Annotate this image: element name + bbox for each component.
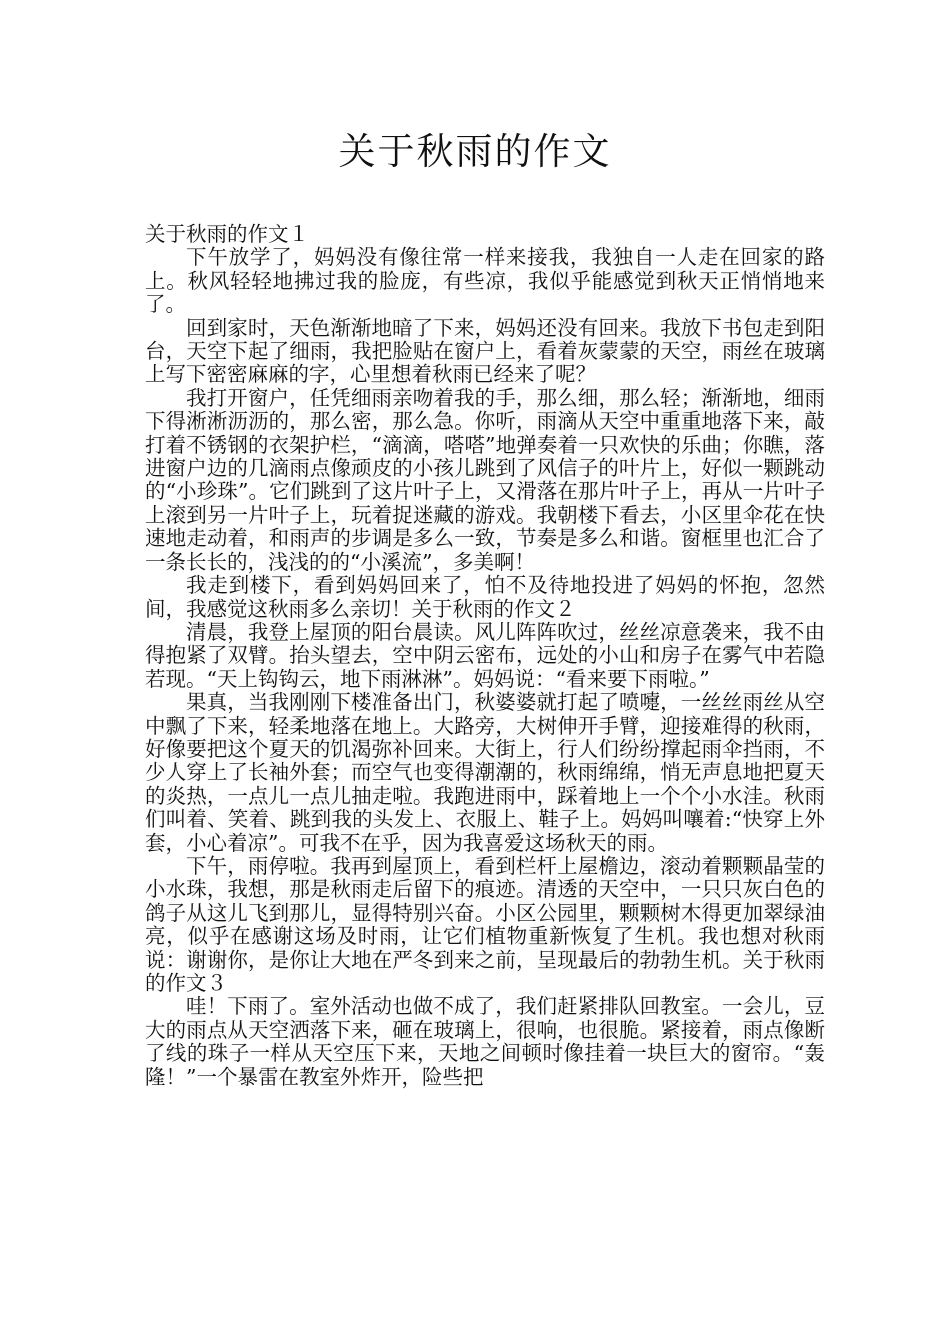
paragraph: 哇！下雨了。室外活动也做不成了，我们赶紧排队回教室。一会儿，豆大的雨点从天空洒落下来，砸在玻璃上，很响，也很脆。紧接着，雨点像断了线的珠子一样从天空压下来，天地之间顿时像挂着一块巨大的窗帘。“轰隆！”一个暴雷在教室外炸开，险些把 — [145, 994, 825, 1089]
page-title: 关于秋雨的作文 — [338, 130, 612, 173]
section-heading: 关于秋雨的作文１ — [145, 222, 309, 246]
paragraph: 下午放学了，妈妈没有像往常一样来接我，我独自一人走在回家的路上。秋风轻轻地拂过我的脸庞，有些凉，我似乎能感觉到秋天正悄悄地来了。 — [145, 245, 825, 317]
essay-body — [145, 223, 825, 1089]
paragraph: 果真，当我刚刚下楼准备出门，秋婆婆就打起了喷嚏，一丝丝雨丝从空中飘了下来，轻柔地落在地上。大路旁，大树伸开手臂，迎接难得的秋雨，好像要把这个夏天的饥渴弥补回来。大街上，行人们纷纷撑起雨伞挡雨，不少人穿上了长袖外套；而空气也变得潮潮的，秋雨绵绵，悄无声息地把夏天的炎热，一点儿一点儿抽走啦。我跑进雨中，踩着地上一个个小水洼。秋雨们叫着、笑着、跳到我的头发上、衣服上、鞋子上。妈妈叫嚷着:“快穿上外套，小心着凉”。可我不在乎，因为我喜爱这场秋天的雨。 — [145, 690, 825, 855]
paragraph: 我打开窗户，任凭细雨亲吻着我的手，那么细，那么轻；渐渐地，细雨下得淅淅沥沥的，那么密，那么急。你听，雨滴从天空中重重地落下来，敲打着不锈钢的衣架护栏，“滴滴，嗒嗒”地弹奏着一只欢快的乐曲；你瞧，落进窗户边的几滴雨点像顽皮的小孩儿跳到了风信子的叶片上，好似一颗跳动的“小珍珠”。它们跳到了这片叶子上，又滑落在那片叶子上，再从一片叶子上滚到另一片叶子上，玩着捉迷藏的游戏。我朝楼下看去，小区里伞花在快速地走动着，和雨声的步调是多么一致，节奏是多么和谐。窗框里也汇合了一条长长的，浅浅的的“小溪流”，多美啊！ — [145, 385, 825, 574]
paragraph: 下午，雨停啦。我再到屋顶上，看到栏杆上屋檐边，滚动着颗颗晶莹的小水珠，我想，那是秋雨走后留下的痕迹。清透的天空中，一只只灰白色的鸽子从这儿飞到那儿，显得特别兴奋。小区公园里，颗颗树木得更加翠绿油亮，似乎在感谢这场及时雨，让它们植物重新恢复了生机。我也想对秋雨说：谢谢你，是你让大地在严冬到来之前，呈现最后的勃勃生机。关于秋雨的作文３ — [145, 853, 825, 995]
paragraph: 回到家时，天色渐渐地暗了下来，妈妈还没有回来。我放下书包走到阳台，天空下起了细雨，我把脸贴在窗户上，看着灰蒙蒙的天空，雨丝在玻璃上写下密密麻麻的字，心里想着秋雨已经来了呢？ — [145, 315, 825, 387]
paragraph: 清晨，我登上屋顶的阳台晨读。风儿阵阵吹过，丝丝凉意袭来，我不由得抱紧了双臂。抬头望去，空中阴云密布，远处的小山和房子在雾气中若隐若现。“天上钩钩云，地下雨淋淋”。妈妈说：“看来要下雨啦。” — [145, 619, 825, 691]
paragraph: 我走到楼下，看到妈妈回来了，怕不及待地投进了妈妈的怀抱，忽然间，我感觉这秋雨多么亲切！关于秋雨的作文２ — [145, 573, 825, 621]
